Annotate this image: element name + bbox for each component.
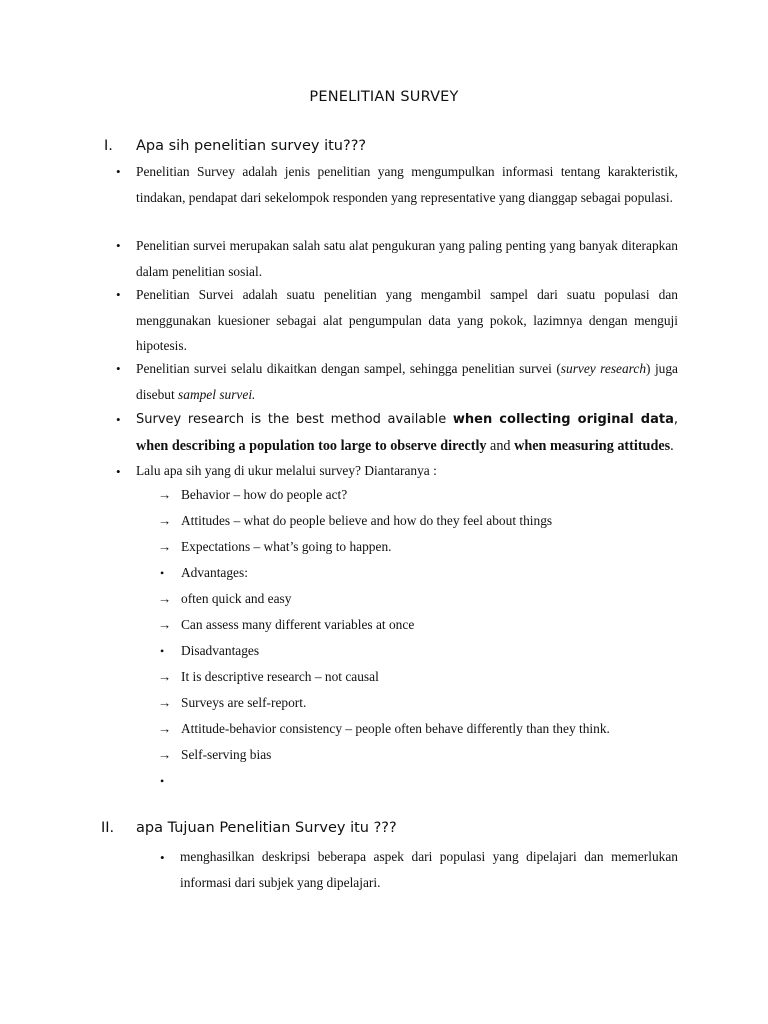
bullet-5-bold-2: when describing a population too large to observe directly	[136, 438, 487, 454]
bullet-5-text-start: Survey research is the best method available	[136, 412, 453, 427]
arrow-icon: →	[158, 487, 172, 502]
sub-item-expectations: Expectations – what’s going to happen.	[181, 539, 392, 554]
bullet-4-italic-term: survey research	[560, 361, 647, 376]
section-1-heading: Apa sih penelitian survey itu???	[136, 138, 367, 154]
section-1-bullet-4	[136, 356, 678, 407]
bullet-dot-icon: •	[116, 361, 121, 376]
bullet-5-bold-1: when collecting original data	[452, 412, 674, 427]
sub-item-self-report: Surveys are self-report.	[181, 695, 307, 710]
arrow-icon: →	[158, 721, 172, 736]
sub-item-disadvantages: Disadvantages	[181, 643, 260, 658]
arrow-icon: →	[158, 669, 172, 684]
bullet-dot-icon: •	[160, 850, 165, 865]
bullet-dot-icon: •	[160, 644, 165, 658]
bullet-dot-icon: •	[116, 464, 121, 479]
sub-item-many-variables: Can assess many different variables at once	[181, 617, 415, 632]
bullet-dot-icon: •	[116, 412, 121, 427]
arrow-icon: →	[158, 617, 172, 632]
document-title: PENELITIAN SURVEY	[309, 89, 459, 105]
arrow-icon: →	[158, 539, 172, 554]
section-2-heading: apa Tujuan Penelitian Survey itu ???	[136, 820, 397, 836]
bullet-dot-icon: •	[160, 566, 165, 580]
sub-item-self-serving-bias: Self-serving bias	[181, 747, 272, 762]
bullet-5-sep-2: and	[486, 438, 515, 454]
section-1-bullet-3: Penelitian Survei adalah suatu penelitian yang mengambil sampel dari suatu populasi dan menggunakan kuesioner sebagai alat pengumpulan data yang pokok, lazimnya dengan menguji hipotesis.	[136, 287, 678, 353]
bullet-dot-icon: •	[116, 287, 121, 302]
arrow-icon: →	[158, 695, 172, 710]
bullet-4-text-start: Penelitian survei selalu dikaitkan dengan sampel, sehingga penelitian survei (	[136, 361, 561, 376]
bullet-5-bold-3: when measuring attitudes	[514, 438, 671, 454]
sub-item-behavior: Behavior – how do people act?	[181, 487, 348, 502]
sub-item-consistency: Attitude-behavior consistency – people often behave differently than they think.	[181, 721, 610, 736]
section-1-bullet-2: Penelitian survei merupakan salah satu alat pengukuran yang paling penting yang banyak diterapkan dalam penelitian sosial.	[136, 238, 678, 279]
bullet-dot-icon: •	[160, 774, 165, 788]
bullet-dot-icon: •	[116, 238, 121, 253]
arrow-icon: →	[158, 747, 172, 762]
sub-item-descriptive: It is descriptive research – not causal	[181, 669, 379, 684]
sub-item-quick-easy: often quick and easy	[181, 591, 292, 606]
section-2-number: II.	[101, 820, 115, 836]
bullet-4-italic-term-2: sampel survei.	[178, 386, 256, 402]
arrow-icon: →	[158, 591, 172, 606]
section-1-number: I.	[104, 138, 113, 154]
bullet-5-sep-1: ,	[673, 412, 678, 427]
bullet-5-end: .	[670, 438, 674, 454]
section-1-bullet-6: Lalu apa sih yang di ukur melalui survey? Diantaranya :	[136, 463, 437, 478]
sub-item-advantages: Advantages:	[181, 565, 248, 580]
section-2-bullet-1: menghasilkan deskripsi beberapa aspek dari populasi yang dipelajari dan memerlukan informasi dari subjek yang dipelajari.	[180, 849, 678, 890]
arrow-icon: →	[158, 513, 172, 528]
section-1-bullet-1: Penelitian Survey adalah jenis penelitian yang mengumpulkan informasi tentang karakteristik, tindakan, pendapat dari sekelompok responden yang representative yang dianggap sebagai populasi.	[136, 164, 678, 205]
section-1-bullet-5	[136, 406, 678, 459]
sub-item-attitudes: Attitudes – what do people believe and how do they feel about things	[181, 513, 553, 528]
bullet-4-text-mid: ) juga disebut	[136, 361, 678, 402]
bullet-dot-icon: •	[116, 164, 121, 179]
